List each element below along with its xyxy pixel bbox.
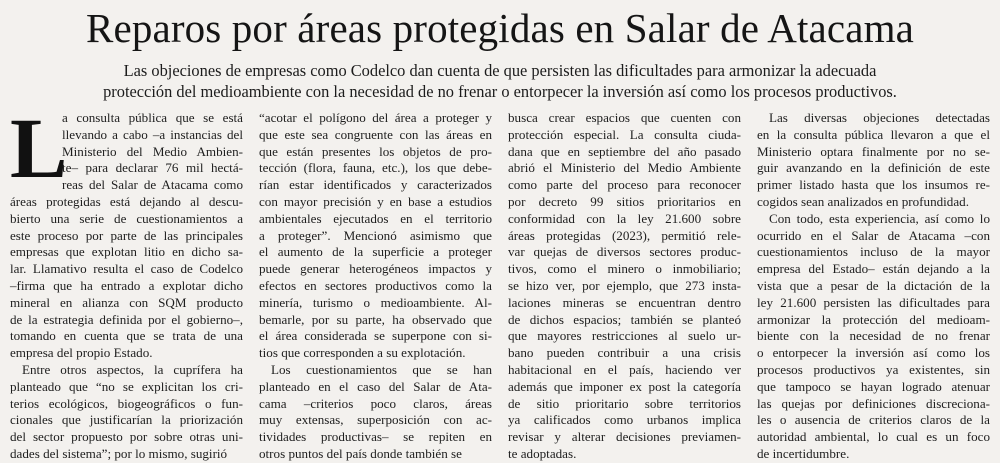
text-line: tección (flora, fauna, etc.), los que debe- [259,160,492,176]
text-line: Ministerio del Medio Ambien- [62,143,243,159]
text-line: ambientales ejecutados en el territorio [259,210,492,226]
text-line: áreas protegidas (2023), permitió rele- [508,227,741,243]
deck-line: Las objeciones de empresas como Codelco dan cuenta de que persisten las dificultades para armonizar la adecuada [123,61,877,80]
text-line: terios ecológicos, biogeográficos o fun- [10,395,243,411]
text-line: de dichos espacios; también se planteó [508,311,741,327]
text-line: Los cuestionamientos que se han [271,361,492,377]
text-line: rían estar identificados y caracterizados [259,177,492,193]
text-line: cionales que justificarían la priorización [10,412,243,428]
text-line: planteado en el caso del Salar de Ata- [259,378,492,394]
text-line: las quejas por definiciones discreciona- [757,395,990,411]
text-line: autoridad ambiental, lo cual es un foco [757,429,990,445]
text-line: como parte del proceso para reconocer [508,177,741,193]
text-line: empresa del propio Estado. [10,345,153,361]
text-line: cogidos sean analizados en profundidad. [757,193,969,209]
text-line: de sitio prioritario sobre territorios [508,395,741,411]
text-line: cama –criterios poco claros, áreas [259,395,492,411]
text-line: vista que a pesar de la dictación de la [757,277,990,293]
text-line: laciones mineras se encuentran dentro [508,294,741,310]
column-1 [10,100,243,461]
text-line: tividades productivas– se repiten en [259,429,492,445]
text-line: bano pueden contribuir a una crisis [508,345,741,361]
text-line: guir avanzando en la definición de este [757,160,990,176]
text-line: por decreto 99 sitios prioritarios en [508,193,741,209]
text-line: dades del sistema”; por lo mismo, sugirió [10,445,228,461]
text-line: –firma que ha entrado a explotar dicho [10,277,243,293]
text-line: llevando a cabo –a instancias del [62,126,243,142]
text-line: el área considerada se superpone con si- [259,328,492,344]
text-line: procesos productivos ya existentes, sin [757,361,990,377]
text-line: lar. Llamativo resulta el caso de Codelco [10,261,243,277]
text-line: busca crear espacios que cuenten con [508,110,741,125]
text-line: se hizo ver, por ejemplo, que 273 insta- [508,277,741,293]
text-line: puede generar heterogéneos impactos y [259,261,492,277]
text-line: este proceso por parte de las principales [10,227,243,243]
text-line: planteado que “no se explicitan los cri- [10,378,243,394]
text-line: áreas protegidas está dejando al descu- [10,193,243,209]
text-line: les o ausencia de criterios claros de la [757,412,990,428]
text-line: del sector propuesto por sobre otras uni- [10,429,243,445]
text-line: o entorpecer la inversión así como los [757,345,990,361]
text-line: te adoptadas. [508,445,577,461]
text-line: minería, turismo o medioambiente. Al- [259,294,492,310]
text-line: cuestionamientos incluso de la mayor [757,244,990,260]
text-line: reas del Salar de Atacama como [62,177,243,193]
text-line: de la estrategia definida por el gobierno–, [10,311,243,327]
text-line: que tampoco se hayan logrado atenuar [757,378,990,394]
text-line: que están presentes los objetos de pro- [259,143,492,159]
text-line: efectos en sectores productivos como la [259,277,492,293]
text-line: biente con la necesidad de no frenar [757,328,990,344]
text-line: empresa del Estado– están dejando a la [757,261,990,277]
text-line: tios que corresponden a su explotación. [259,345,466,361]
text-line: mineral en alianza con SQM producto [10,294,243,310]
drop-cap: L [10,100,68,196]
column-3 [508,110,741,461]
deck-line: protección del medioambiente con la necesidad de no frenar o entorpecer la inversión así como los procesos productivos. [103,82,897,101]
text-line: Con todo, esta experiencia, así como lo [769,210,990,226]
text-line: revisar y alterar decisiones previamen- [508,429,741,445]
text-line: en la consulta pública llevaron a que el [757,126,990,142]
text-line: var quejas de diversos sectores produc- [508,244,741,260]
text-line: bierto una serie de cuestionamientos a [10,210,243,226]
headline: Reparos por áreas protegidas en Salar de Atacama [85,5,914,51]
text-line: a proteger”. Mencionó asimismo que [259,227,492,243]
text-line: protección especial. La consulta ciuda- [508,126,741,142]
text-line: a consulta pública que se está [62,110,243,125]
text-line: dana que en septiembre del año pasado [508,143,741,159]
text-line: que este sea congruente con las áreas en [259,126,492,142]
text-line: tomando en cuenta que se trata de una [10,328,243,344]
text-line: abrió el Ministerio del Medio Ambiente [508,160,741,176]
text-line: “acotar el polígono del área a proteger y [259,110,492,125]
text-line: además que imponer ex post la categoría [508,378,741,394]
text-line: conformidad con la ley 21.600 sobre [508,210,741,226]
text-line: primer listado hasta que los insumos re- [757,177,990,193]
text-line: empresas que explotan litio en dicho sa- [10,244,243,260]
text-line: de incertidumbre. [757,445,850,461]
deck [0,60,1000,102]
text-line: Las diversas objeciones detectadas [769,110,990,125]
text-line: bemarle, por su parte, ha observado que [259,311,492,327]
text-line: Ministerio optara finalmente por no se- [757,143,990,159]
column-2 [259,110,492,461]
text-line: ya calificados como urbanos implica [508,412,741,428]
text-line: armonizar la protección del medioam- [757,311,990,327]
text-line: muy extensas, superposición con ac- [259,412,492,428]
text-line: ocurrido en el Salar de Atacama –con [757,227,990,243]
text-line: tivos, como el minero o inmobiliario; [508,261,741,277]
text-line: te– para declarar 76 mil hectá- [62,160,243,176]
text-line: otros puntos del país donde también se [259,445,462,461]
text-line: Entre otros aspectos, la cuprífera ha [22,361,243,377]
text-line: ley 21.600 persisten las dificultades para [757,294,990,310]
text-line: habitacional en el país, haciendo ver [508,361,741,377]
text-line: que mayores restricciones al suelo ur- [508,328,741,344]
text-line: el aumento de la superficie a proteger [259,244,492,260]
text-line: con mayor precisión y en base a estudios [259,193,492,209]
column-4 [757,110,990,461]
